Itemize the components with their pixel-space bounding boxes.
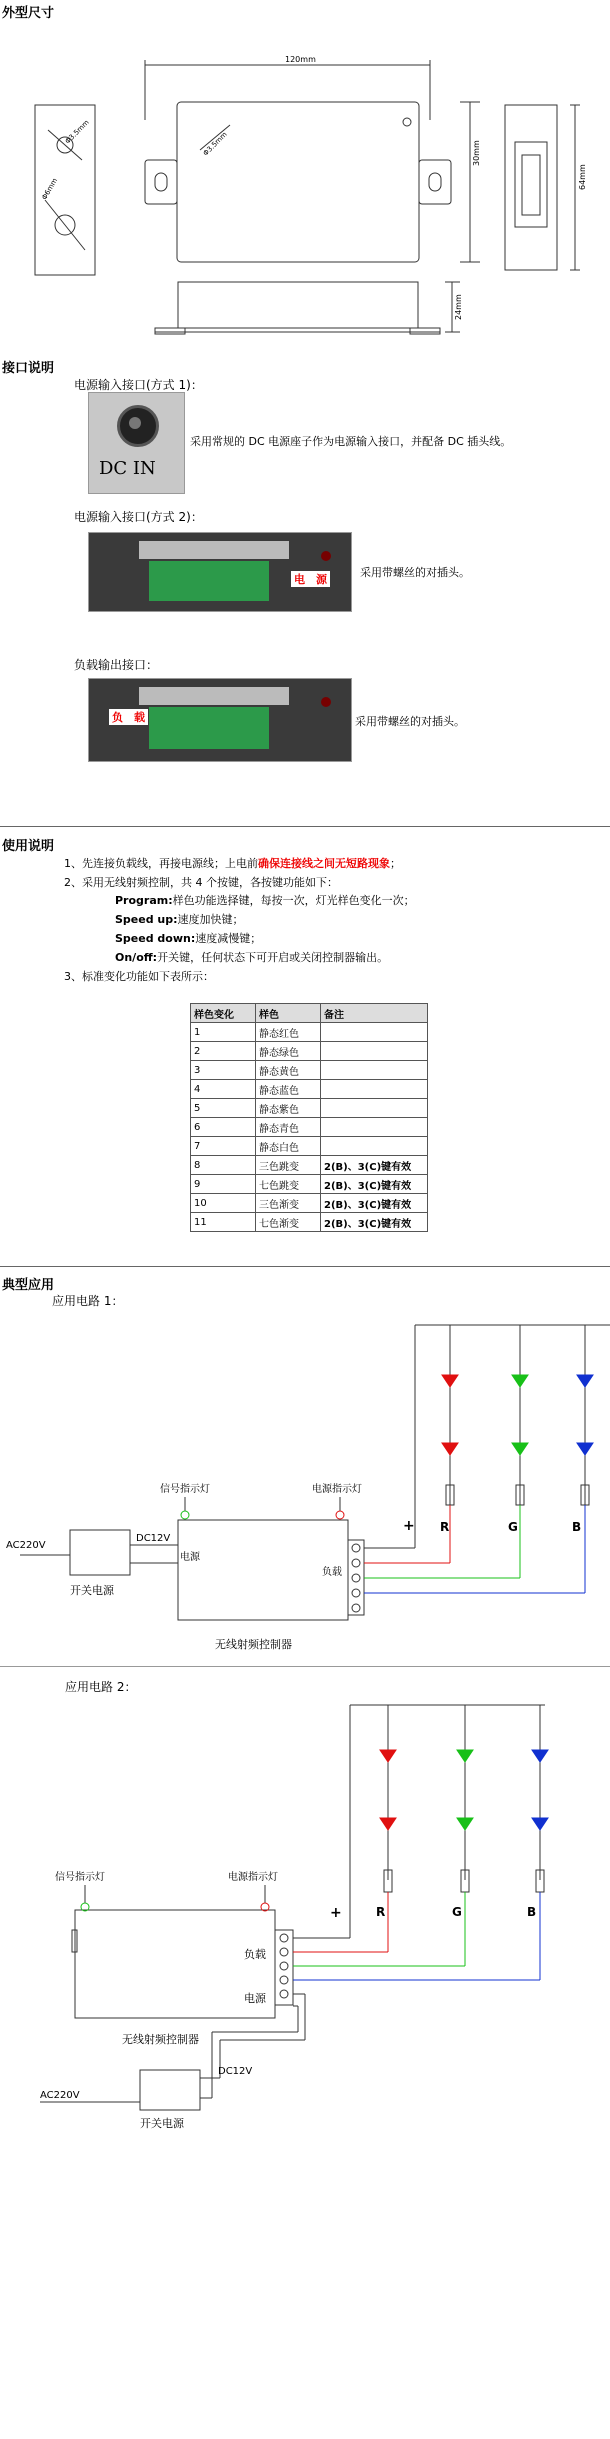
power-input-2-label: 电源输入接口(方式 2)：: [74, 510, 203, 524]
circuit1-diagram: [0, 1315, 610, 1660]
table-row: [191, 1023, 428, 1042]
table-cell: 七色跳变: [256, 1175, 321, 1194]
table-cell: 静态黄色: [256, 1061, 321, 1080]
table-cell: 8: [191, 1156, 256, 1175]
program-desc: 样色功能选择键，每按一次，灯光样色变化一次；: [172, 894, 415, 907]
table-cell: 2(B)、3(C)键有效: [321, 1213, 428, 1232]
circuit1-b: B: [572, 1520, 582, 1534]
power-terminal-photo: [88, 532, 352, 612]
circuit2-power-led: 电源指示灯: [228, 1872, 278, 1883]
table-cell: 静态红色: [256, 1023, 321, 1042]
table-cell: 7: [191, 1137, 256, 1156]
step1-prefix: 1、先连接负载线，再接电源线；上电前: [64, 857, 258, 870]
table-cell: 2: [191, 1042, 256, 1061]
table-row: [191, 1194, 428, 1213]
table-header-cell: 备注: [321, 1004, 428, 1023]
usage-step-1: [64, 855, 401, 871]
circuit2-r: R: [376, 1905, 386, 1919]
speeddown-desc: 速度减慢键；: [195, 932, 262, 945]
circuit2-plus: +: [330, 1905, 342, 1921]
dimension-drawing: [0, 30, 610, 350]
load-output-desc: 采用带螺丝的对插头。: [355, 715, 465, 728]
width-dimension: 120mm: [285, 55, 316, 64]
circuit2-switch-supply: 开关电源: [140, 2117, 184, 2130]
divider-application: [0, 1266, 610, 1267]
table-row: [191, 1061, 428, 1080]
table-cell: 2(B)、3(C)键有效: [321, 1194, 428, 1213]
table-cell: 静态绿色: [256, 1042, 321, 1061]
table-cell: 静态青色: [256, 1118, 321, 1137]
table-header-cell: 样色变化: [191, 1004, 256, 1023]
hole-label-3: Φ3.5mm: [201, 130, 229, 158]
circuit2-power-label: 电源: [244, 1992, 266, 2005]
circuit1-switch-supply: 开关电源: [70, 1584, 114, 1597]
power-input-1-desc: 采用常规的 DC 电源座子作为电源输入接口，并配备 DC 插头线。: [190, 435, 512, 448]
hole-label-1: Φ3.5mm: [63, 118, 91, 146]
load-terminal-photo: [88, 678, 352, 762]
interface-title: 接口说明: [2, 361, 55, 376]
table-cell: 10: [191, 1194, 256, 1213]
circuit2-g: G: [452, 1905, 462, 1919]
speeddown-key: Speed down:: [115, 932, 196, 945]
hole-label-2: Φ6mm: [40, 176, 60, 202]
table-row: [191, 1042, 428, 1061]
depth-dimension: 64mm: [578, 164, 587, 190]
speedup-desc: 速度加快键；: [177, 913, 244, 926]
dimensions-title: 外型尺寸: [2, 6, 55, 21]
circuit1-ac: AC220V: [6, 1540, 46, 1551]
thickness-dimension: 24mm: [454, 294, 463, 320]
table-cell: 三色渐变: [256, 1194, 321, 1213]
table-row: [191, 1175, 428, 1194]
power-input-1-label: 电源输入接口(方式 1)：: [74, 378, 203, 392]
dc-jack-photo: [88, 392, 185, 494]
circuit2-controller: 无线射频控制器: [122, 2033, 199, 2046]
program-key: Program:: [115, 894, 173, 907]
table-cell: 3: [191, 1061, 256, 1080]
circuit2-diagram: [0, 1700, 610, 2120]
table-cell: [321, 1080, 428, 1099]
circuit1-signal-led: 信号指示灯: [160, 1484, 210, 1495]
table-cell: 静态蓝色: [256, 1080, 321, 1099]
speeddown-line: [115, 930, 261, 946]
table-cell: 1: [191, 1023, 256, 1042]
load-output-label: 负载输出接口：: [74, 658, 159, 672]
table-cell: [321, 1061, 428, 1080]
table-header-cell: 样色: [256, 1004, 321, 1023]
usage-title: 使用说明: [2, 839, 55, 854]
table-row: [191, 1080, 428, 1099]
table-cell: [321, 1023, 428, 1042]
table-cell: 4: [191, 1080, 256, 1099]
divider-circuit2: [0, 1666, 610, 1667]
circuit1-power-label: 电源: [180, 1552, 200, 1563]
onoff-desc: 开关键，任何状态下可开启或关闭控制器输出。: [157, 951, 389, 964]
usage-step-2: 2、采用无线射频控制，共 4 个按键，各按键功能如下：: [64, 876, 338, 889]
circuit2-load-label: 负载: [244, 1948, 266, 1961]
circuit1-dc: DC12V: [136, 1533, 171, 1544]
table-cell: 6: [191, 1118, 256, 1137]
speedup-key: Speed up:: [115, 913, 178, 926]
table-cell: 11: [191, 1213, 256, 1232]
circuit1-g: G: [508, 1520, 518, 1534]
circuit1-plus: +: [403, 1518, 415, 1534]
circuit2-caption: 应用电路 2：: [65, 1680, 137, 1694]
program-line: [115, 892, 415, 908]
table-cell: 9: [191, 1175, 256, 1194]
table-cell: 七色渐变: [256, 1213, 321, 1232]
table-cell: 静态紫色: [256, 1099, 321, 1118]
step1-warning: 确保连接线之间无短路现象: [258, 857, 390, 870]
circuit2-b: B: [527, 1905, 537, 1919]
onoff-line: [115, 949, 388, 965]
table-cell: 三色跳变: [256, 1156, 321, 1175]
circuit2-signal-led: 信号指示灯: [55, 1872, 105, 1883]
table-cell: 5: [191, 1099, 256, 1118]
power-tag: 电 源: [291, 571, 330, 587]
table-row: [191, 1137, 428, 1156]
power-input-2-desc: 采用带螺丝的对插头。: [360, 566, 470, 579]
step1-suffix: ；: [390, 857, 401, 870]
circuit1-load-label: 负载: [322, 1567, 342, 1578]
circuit1-controller: 无线射频控制器: [215, 1638, 292, 1651]
speedup-line: [115, 911, 244, 927]
table-header-row: [191, 1004, 428, 1023]
usage-step-3: 3、标准变化功能如下表所示：: [64, 970, 214, 983]
table-cell: [321, 1118, 428, 1137]
table-row: [191, 1156, 428, 1175]
divider-usage: [0, 826, 610, 827]
table-cell: 静态白色: [256, 1137, 321, 1156]
circuit1-caption: 应用电路 1：: [52, 1294, 124, 1308]
table-row: [191, 1099, 428, 1118]
dc-in-text: DC IN: [99, 458, 156, 479]
height-dimension: 30mm: [472, 140, 481, 166]
table-row: [191, 1118, 428, 1137]
table-cell: [321, 1137, 428, 1156]
load-tag: 负 载: [109, 709, 148, 725]
table-cell: [321, 1099, 428, 1118]
onoff-key: On/off:: [115, 951, 158, 964]
circuit2-ac: AC220V: [40, 2090, 80, 2101]
mode-table: [190, 1003, 428, 1232]
circuit1-r: R: [440, 1520, 450, 1534]
circuit1-power-led: 电源指示灯: [312, 1484, 362, 1495]
table-cell: 2(B)、3(C)键有效: [321, 1175, 428, 1194]
application-title: 典型应用: [2, 1278, 55, 1293]
circuit2-dc: DC12V: [218, 2066, 253, 2077]
table-cell: 2(B)、3(C)键有效: [321, 1156, 428, 1175]
table-row: [191, 1213, 428, 1232]
table-cell: [321, 1042, 428, 1061]
